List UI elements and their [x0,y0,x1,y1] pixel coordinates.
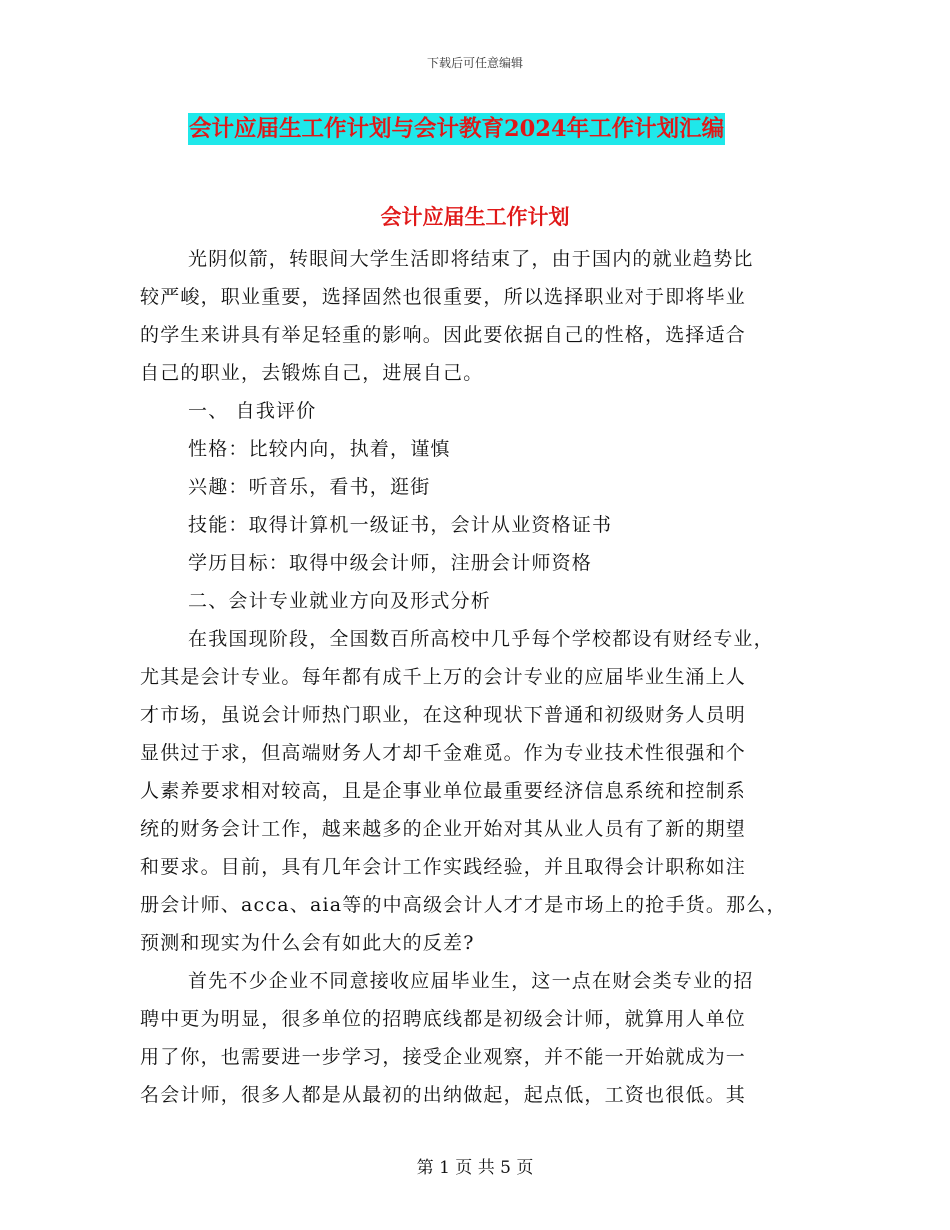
section-title: 会计应届生工作计划 [380,204,570,229]
paragraph-line: 册会计师、acca、aia等的中高级会计人才才是市场上的抢手货。那么， [140,894,787,916]
heading-self-evaluation: 一、 自我评价 [188,400,317,422]
paragraph-line: 和要求。目前，具有几年会计工作实践经验，并且取得会计职称如注 [140,856,747,878]
paragraph-line: 用了你，也需要进一步学习，接受企业观察，并不能一开始就成为一 [140,1046,747,1068]
paragraph-line: 人素养要求相对较高，且是企事业单位最重要经济信息系统和控制系 [140,780,747,802]
paragraph-line: 才市场，虽说会计师热门职业，在这种现状下普通和初级财务人员明 [140,704,747,726]
paragraph-line: 自己的职业，去锻炼自己，进展自己。 [140,362,484,384]
body-text [140,240,820,1114]
page-number: 第 1 页 共 5 页 [416,1158,534,1178]
list-item-education-goal: 学历目标：取得中级会计师，注册会计师资格 [188,552,593,574]
list-item-interests: 兴趣：听音乐，看书，逛街 [188,476,431,498]
paragraph-line: 首先不少企业不同意接收应届毕业生，这一点在财会类专业的招 [188,970,754,992]
document-title: 会计应届生工作计划与会计教育2024年工作计划汇编 [188,113,725,145]
paragraph-line: 在我国现阶段，全国数百所高校中几乎每个学校都设有财经专业， [188,628,774,650]
paragraph-line: 显供过于求，但高端财务人才却千金难觅。作为专业技术性很强和个 [140,742,747,764]
paragraph-line: 名会计师，很多人都是从最初的出纳做起，起点低，工资也很低。其 [140,1084,747,1106]
paragraph-line: 尤其是会计专业。每年都有成千上万的会计专业的应届毕业生涌上人 [140,666,747,688]
header-note: 下载后可任意编辑 [426,56,523,70]
paragraph-line: 的学生来讲具有举足轻重的影响。因此要依据自己的性格，选择适合 [140,324,747,346]
paragraph-line: 统的财务会计工作，越来越多的企业开始对其从业人员有了新的期望 [140,818,747,840]
heading-employment-analysis: 二、会计专业就业方向及形式分析 [188,590,492,612]
paragraph-line: 预测和现实为什么会有如此大的反差? [140,932,475,954]
paragraph-line: 较严峻，职业重要，选择固然也很重要，所以选择职业对于即将毕业 [140,286,747,308]
list-item-skills: 技能：取得计算机一级证书，会计从业资格证书 [188,514,613,536]
paragraph-line: 光阴似箭，转眼间大学生活即将结束了，由于国内的就业趋势比 [188,248,754,270]
paragraph-line: 聘中更为明显，很多单位的招聘底线都是初级会计师，就算用人单位 [140,1008,747,1030]
list-item-personality: 性格：比较内向，执着，谨慎 [188,438,451,460]
